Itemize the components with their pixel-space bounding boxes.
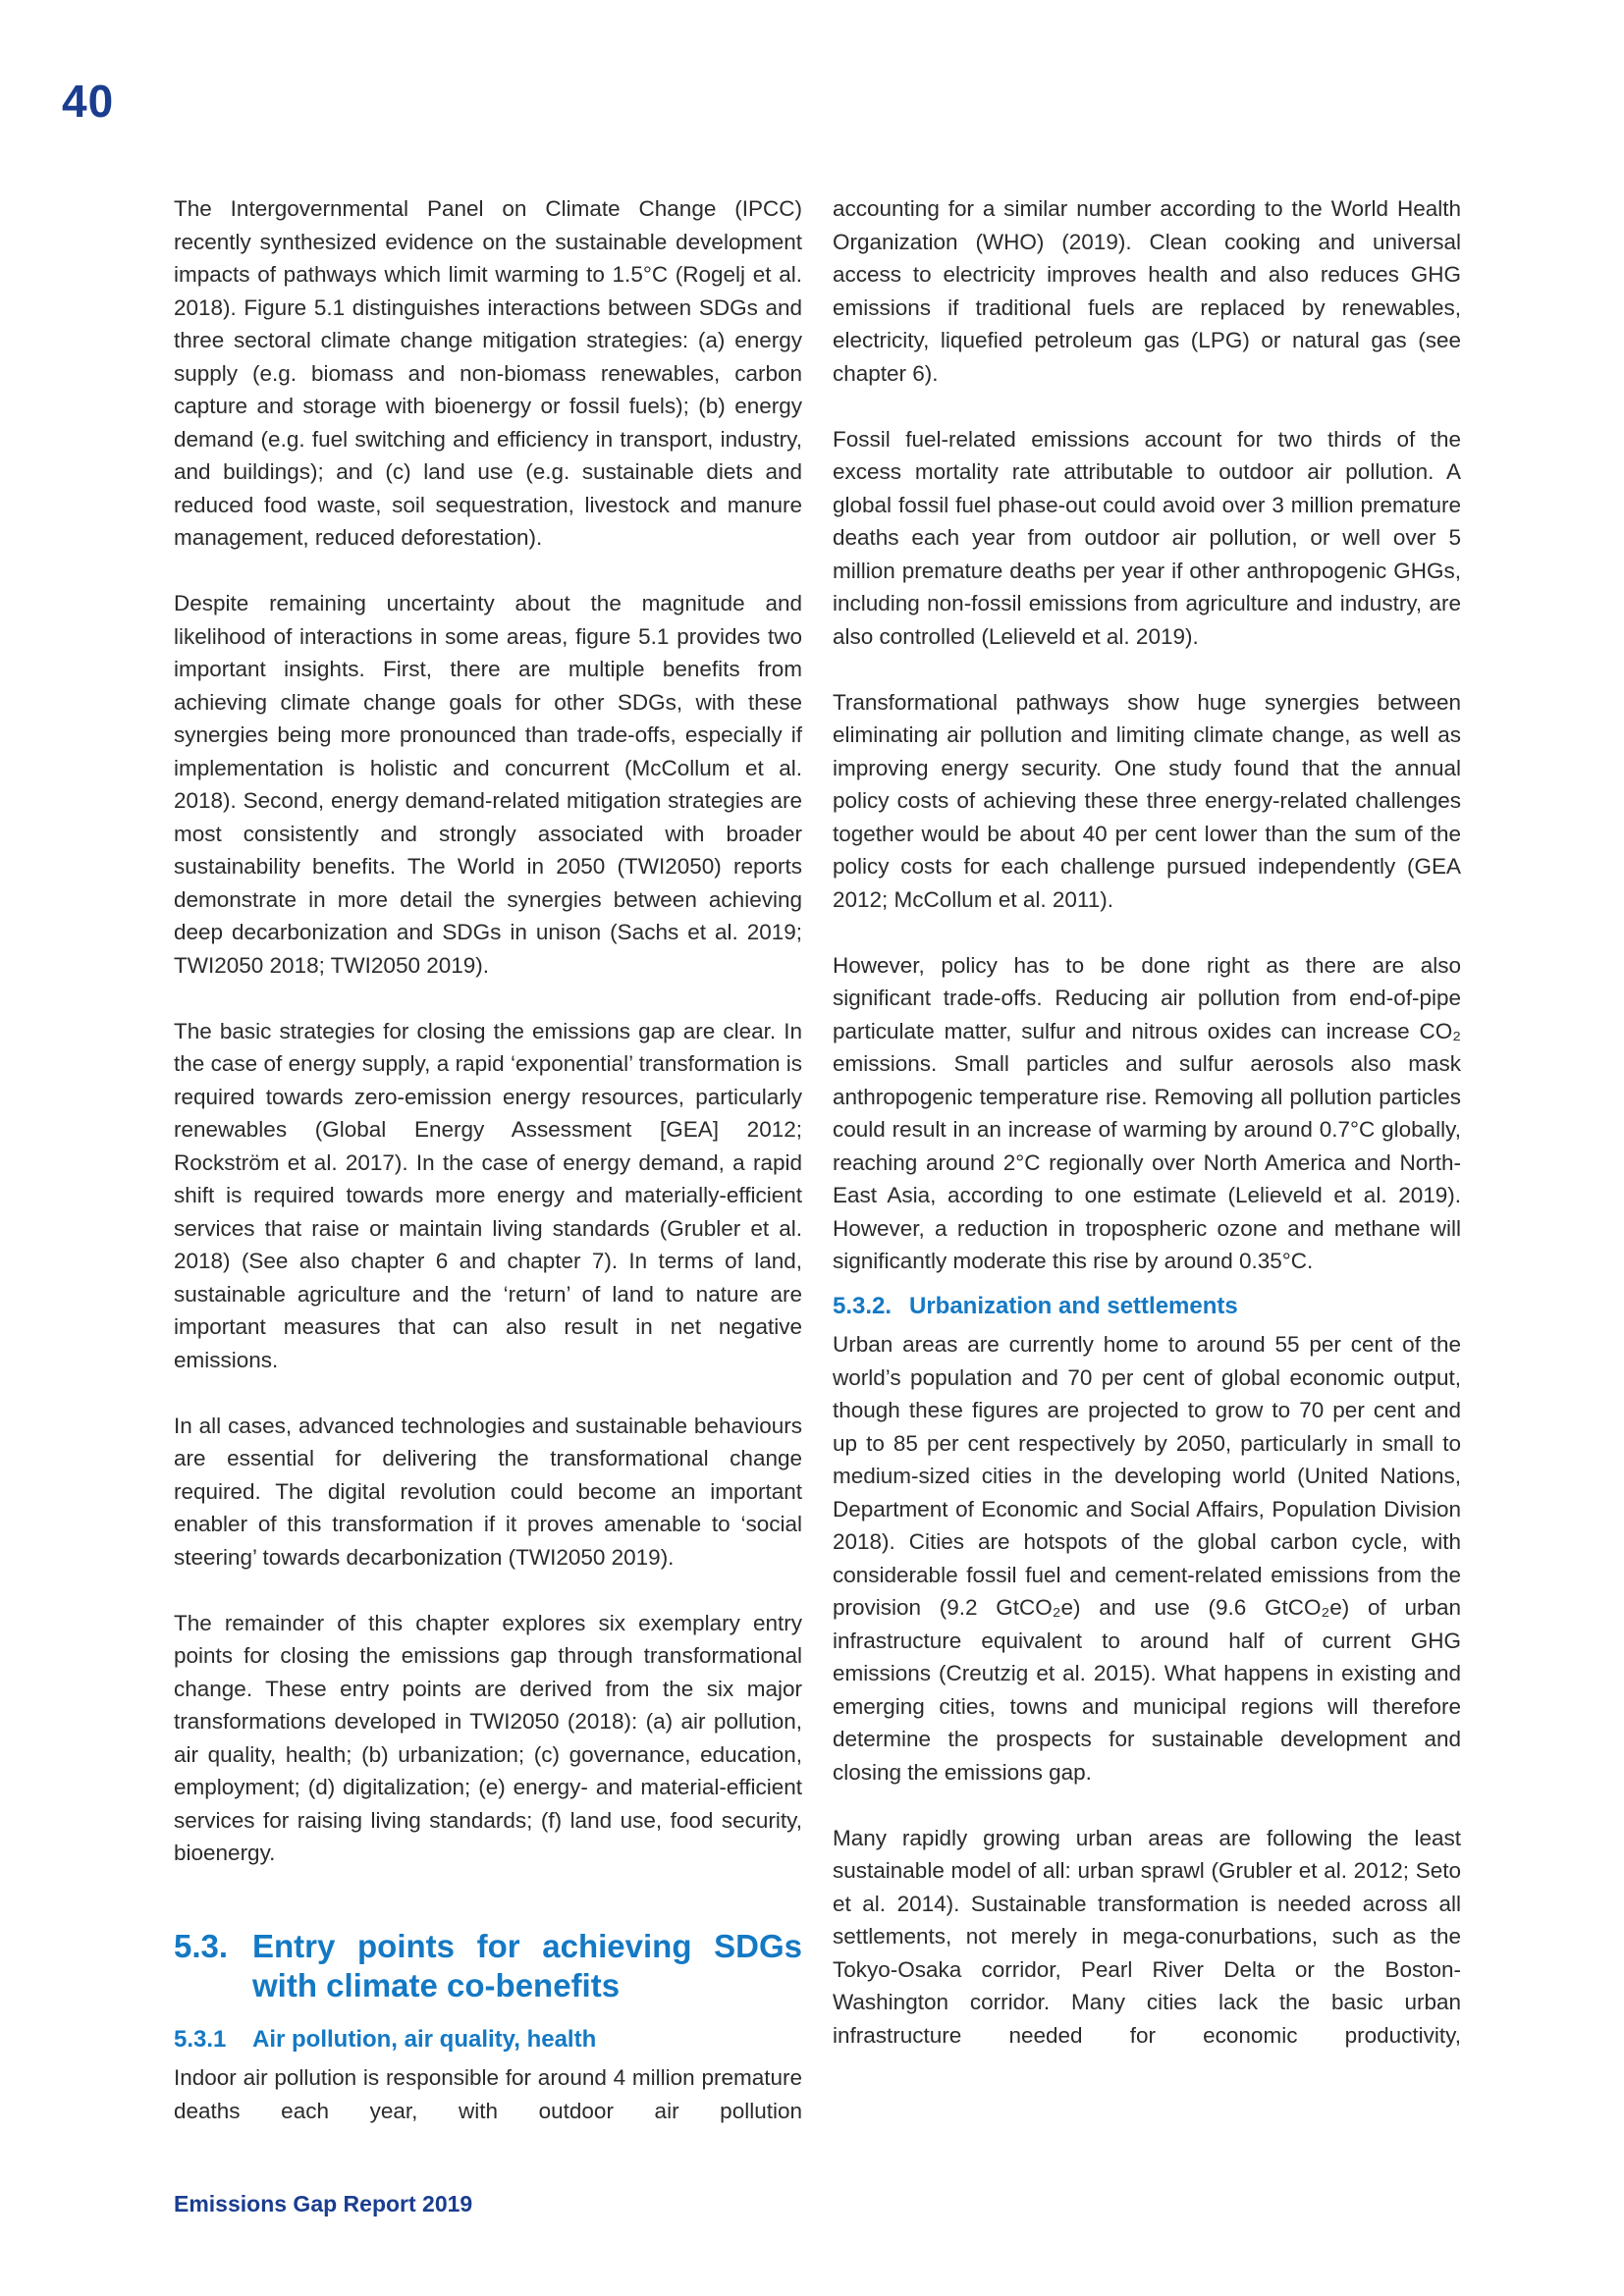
right-column	[833, 192, 1461, 2085]
paragraph: The remainder of this chapter explores six exemplary entry points for closing the emissions gap through transformational change. These entry points are derived from the six major transformations developed in TWI2050 (2018): (a) air pollution, air quality, health; (b) urbanization; (c) governance, education, employment; (d) digitalization; (e) energy- and material-efficient services for raising living standards; (f) land use, food security, bioenergy.	[174, 1610, 802, 1865]
paragraph: Many rapidly growing urban areas are following the least sustainable model of all: urban sprawl (Grubler et al. 2012; Seto et al. 2014). Sustainable transformation is needed across all settlements, not merely in mega-conurbations, such as the Tokyo-Osaka corridor, Pearl River Delta or the Boston-Washington corridor. Many cities lack the basic urban infrastructure needed for economic productivity,	[833, 1825, 1461, 2048]
subsection-title: Urbanization and settlements	[909, 1292, 1238, 1319]
paragraph: Despite remaining uncertainty about the magnitude and likelihood of interactions in some areas, figure 5.1 provides two important insights. First, there are multiple benefits from achieving climate change goals for other SDGs, with these synergies being more pronounced than trade-offs, especially if implementation is holistic and concurrent (McCollum et al. 2018). Second, energy demand-related mitigation strategies are most consistently and strongly associated with broader sustainability benefits. The World in 2050 (TWI2050) reports demonstrate in more detail the synergies between achieving deep decarbonization and SDGs in unison (Sachs et al. 2019; TWI2050 2018; TWI2050 2019).	[174, 591, 802, 978]
subsection-number: 5.3.1	[174, 2025, 227, 2053]
paragraph: However, policy has to be done right as there are also significant trade-offs. Reducing air pollution from end-of-pipe particulate matter, sulfur and nitrous oxides can increase CO₂ emissions. Small particles and sulfur aerosols also mask anthropogenic temperature rise. Removing all pollution particles could result in an increase of warming by around 0.7°C globally, reaching around 2°C regionally over North America and North-East Asia, according to one estimate (Lelieveld et al. 2019). However, a reduction in tropospheric ozone and methane will significantly moderate this rise by around 0.35°C.	[833, 952, 1461, 1273]
subsection-title: Air pollution, air quality, health	[252, 2025, 597, 2053]
paragraph: Fossil fuel-related emissions account for two thirds of the excess mortality rate attributable to outdoor air pollution. A global fossil fuel phase-out could avoid over 3 million premature deaths each year from outdoor air pollution, or well over 5 million premature deaths per year if other anthropogenic GHGs, including non-fossil emissions from agriculture and industry, are also controlled (Lelieveld et al. 2019).	[833, 426, 1461, 649]
section-title: Entry points for achieving SDGs with climate co-benefits	[252, 1927, 802, 2003]
page-number: 40	[62, 76, 115, 127]
paragraph: The Intergovernmental Panel on Climate Change (IPCC) recently synthesized evidence on the sustainable development impacts of pathways which limit warming to 1.5°C (Rogelj et al. 2018). Figure 5.1 distinguishes interactions between SDGs and three sectoral climate change mitigation strategies: (a) energy supply (e.g. biomass and non-biomass renewables, carbon capture and storage with bioenergy or fossil fuels); (b) energy demand (e.g. fuel switching and efficiency in transport, industry, and buildings); and (c) land use (e.g. sustainable diets and reduced food waste, soil sequestration, livestock and manure management, reduced deforestation).	[174, 196, 802, 550]
paragraph: Urban areas are currently home to around 55 per cent of the world’s population and 70 per cent of global economic output, though these figures are projected to grow to 70 per cent and up to 85 per cent respectively by 2050, particularly in small to medium-sized cities in the developing world (United Nations, Department of Economic and Social Affairs, Population Division 2018). Cities are hotspots of the global carbon cycle, with considerable fossil fuel and cement-related emissions from the provision (9.2 GtCO₂e) and use (9.6 GtCO₂e) of urban infrastructure equivalent to around half of current GHG emissions (Creutzig et al. 2015). What happens in existing and emerging cities, towns and municipal regions will therefore determine the prospects for sustainable development and closing the emissions gap.	[833, 1332, 1461, 1785]
paragraph: Indoor air pollution is responsible for around 4 million premature deaths each year, with outdoor air pollution	[174, 2065, 802, 2123]
subsection-number: 5.3.2.	[833, 1292, 893, 1319]
section-number: 5.3.	[174, 1927, 229, 1964]
paragraph: Transformational pathways show huge synergies between eliminating air pollution and limiting climate change, as well as improving energy security. One study found that the annual policy costs of achieving these three energy-related challenges together would be about 40 per cent lower than the sum of the policy costs for each challenge pursued independently (GEA 2012; McCollum et al. 2011).	[833, 689, 1461, 912]
subsection-heading	[833, 1290, 1461, 1323]
paragraph: In all cases, advanced technologies and sustainable behaviours are essential for delivering the transformational change required. The digital revolution could become an important enabler of this transformation if it proves amenable to ‘social steering’ towards decarbonization (TWI2050 2019).	[174, 1413, 802, 1570]
footer-report-title: Emissions Gap Report 2019	[174, 2191, 473, 2216]
section-heading	[174, 1927, 802, 2005]
paragraph: The basic strategies for closing the emissions gap are clear. In the case of energy supply, a rapid ‘exponential’ transformation is required towards zero-emission energy resources, particularly renewables (Global Energy Assessment [GEA] 2012; Rockström et al. 2017). In the case of energy demand, a rapid shift is required towards more energy and materially-efficient services that raise or maintain living standards (Grubler et al. 2018) (See also chapter 6 and chapter 7). In terms of land, sustainable agriculture and the ‘return’ of land to nature are important measures that can also result in net negative emissions.	[174, 1018, 802, 1372]
left-column	[174, 192, 802, 2161]
paragraph: accounting for a similar number according to the World Health Organization (WHO) (2019). Clean cooking and universal access to electricity improves health and also reduces GHG emissions if traditional fuels are replaced by renewables, electricity, liquefied petroleum gas (LPG) or natural gas (see chapter 6).	[833, 196, 1461, 386]
subsection-heading	[174, 2023, 802, 2056]
